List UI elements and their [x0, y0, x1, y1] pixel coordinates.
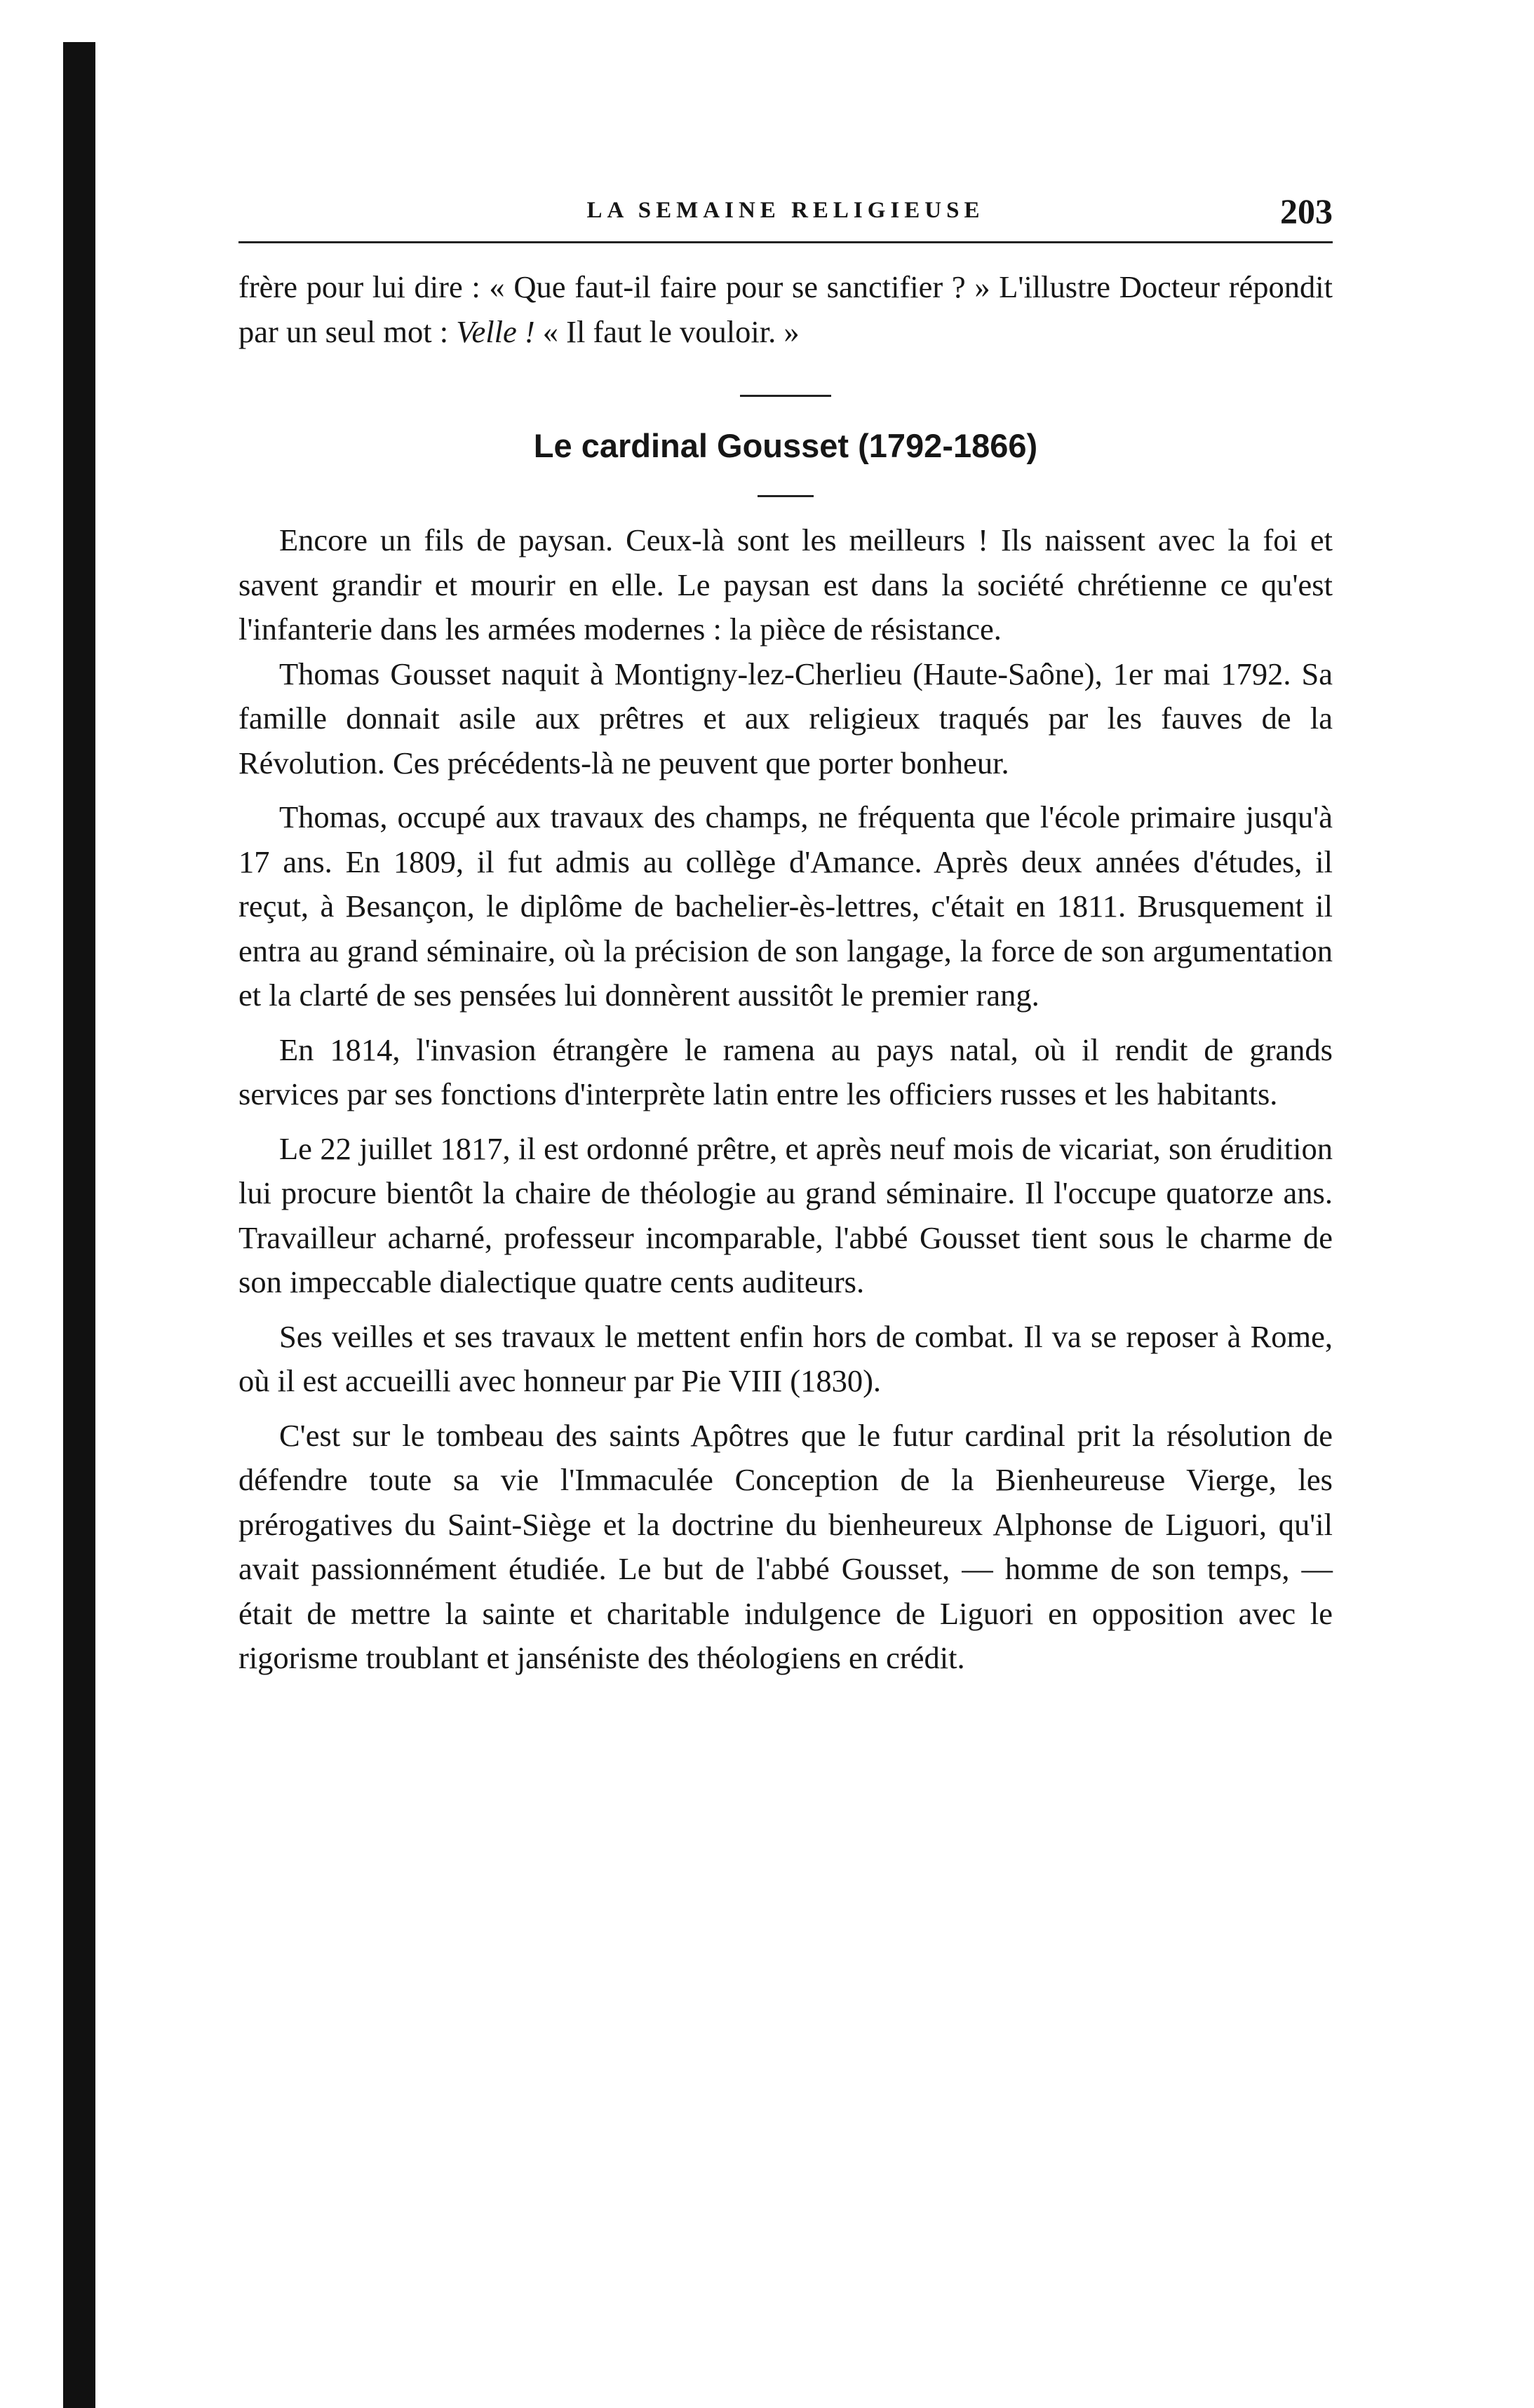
section-divider-top	[740, 395, 831, 397]
section-divider-bottom	[758, 495, 814, 497]
article-title: Le cardinal Gousset (1792-1866)	[533, 427, 1038, 464]
page-body	[238, 265, 1333, 1681]
page-number: 203	[1280, 191, 1333, 231]
article-paragraph-2: Thomas Gousset naquit à Montigny-lez-Cherlieu (Haute-Saône), 1er mai 1792. Sa famille donnait asile aux prêtres et aux religieux traqués par les fauves de la Révolution. Ces précédents-là ne peuvent que porter bonheur.	[238, 656, 1333, 780]
article-paragraph-1: Encore un fils de paysan. Ceux-là sont les meilleurs ! Ils naissent avec la foi et savent grandir et mourir en elle. Le paysan est dans la société chrétienne ce qu'est l'infanterie dans les armées modernes : la pièce de résistance.	[238, 522, 1333, 647]
article-paragraph-6: Ses veilles et ses travaux le mettent enfin hors de combat. Il va se reposer à Rome, où il est accueilli avec honneur par Pie VIII (1830).	[238, 1318, 1333, 1398]
scan-edge-strip	[63, 42, 95, 2408]
quote-emphasis: Velle !	[456, 313, 535, 349]
article-paragraph-4: En 1814, l'invasion étrangère le ramena au pays natal, où il rendit de grands services par ses fonctions d'interprète latin entre les officiers russes et les habitants.	[238, 1031, 1333, 1111]
continued-quote-paragraph	[238, 265, 1333, 354]
article-paragraph-3: Thomas, occupé aux travaux des champs, ne fréquenta que l'école primaire jusqu'à 17 ans. En 1809, il fut admis au collège d'Amance. Après deux années d'études, il reçut, à Besançon, le diplôme de bachelier-ès-lettres, c'était en 1811. Brusquement il entra au grand séminaire, où la précision de son langage, la force de son argumentation et la clarté de ses pensées lui donnèrent aussitôt le premier rang.	[238, 799, 1333, 1013]
running-header	[238, 181, 1333, 244]
article-paragraph-5: Le 22 juillet 1817, il est ordonné prêtre, et après neuf mois de vicariat, son érudition lui procure bientôt la chaire de théologie au grand séminaire. Il l'occupe quatorze ans. Travailleur acharné, professeur incomparable, l'abbé Gousset tient sous le charme de son impeccable dialectique quatre cents auditeurs.	[238, 1130, 1333, 1299]
running-title: LA SEMAINE RELIGIEUSE	[586, 198, 985, 223]
quote-text-after: « Il faut le vouloir. »	[534, 313, 800, 349]
article-paragraph-7: C'est sur le tombeau des saints Apôtres que le futur cardinal prit la résolution de défendre toute sa vie l'Immaculée Conception de la Bienheureuse Vierge, les prérogatives du Saint-Siège et la doctrine du bienheureux Alphonse de Liguori, qu'il avait passionnément étudiée. Le but de l'abbé Gousset, — homme de son temps, — était de mettre la sainte et charitable indulgence de Liguori en opposition avec le rigorisme troublant et janséniste des théologiens en crédit.	[238, 1417, 1333, 1675]
header-rule	[238, 241, 1333, 243]
quote-text-before: frère pour lui dire : « Que faut-il faire pour se sanctifier ? » L'illustre Docteur répondit par un seul mot :	[238, 269, 1333, 349]
